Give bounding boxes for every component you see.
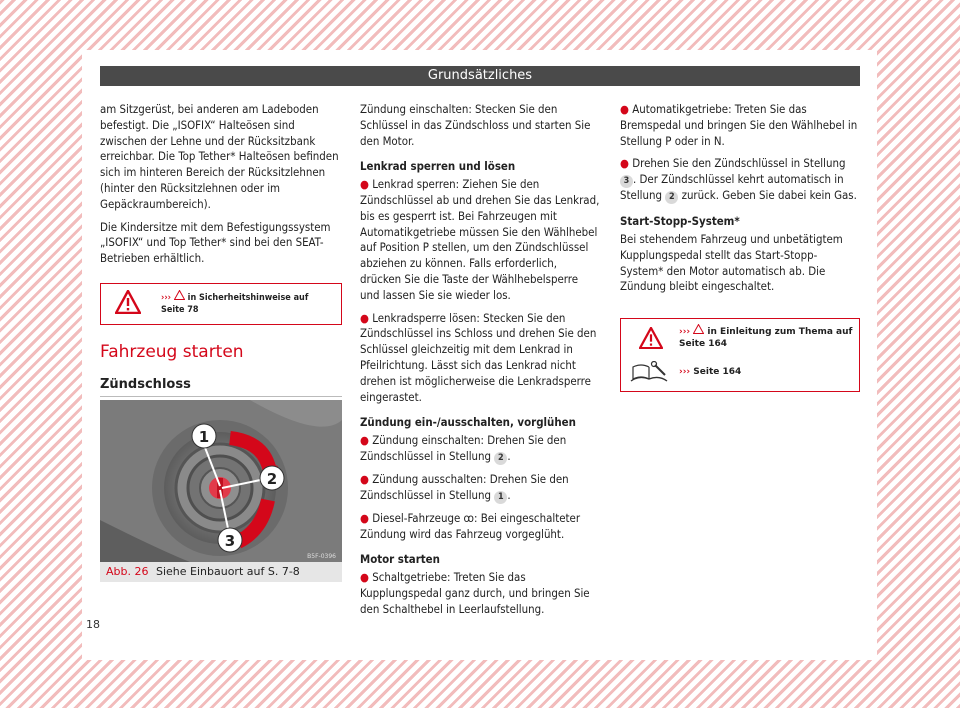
page-header: Grundsätzliches <box>100 66 860 86</box>
info-reference-link[interactable]: in Einleitung zum Thema auf <box>707 327 853 337</box>
figure-caption-text: Siehe Einbauort auf S. 7-8 <box>155 565 300 578</box>
column-left <box>100 102 342 325</box>
subheading: Zündung ein-/ausschalten, vorglühen <box>360 415 576 430</box>
page-number: 18 <box>86 618 100 631</box>
figure-label-1: 1 <box>198 428 210 446</box>
warning-triangle-icon <box>115 290 141 319</box>
bullet-item: ● Schaltgetriebe: Treten Sie das Kupplungspedal ganz durch, und bringen Sie den Schalthebel in Leerlaufstellung. <box>360 570 590 616</box>
bullet-icon: ● <box>360 570 369 585</box>
info-page-ref[interactable]: Seite 164 <box>679 339 727 349</box>
ignition-figure <box>100 400 342 562</box>
reference-arrow-icon: ››› <box>679 367 691 377</box>
warning-box <box>100 283 342 325</box>
warning-page-ref[interactable]: Seite 78 <box>161 304 199 315</box>
position-number-badge: 1 <box>494 491 507 504</box>
bullet-icon: ● <box>360 433 369 448</box>
bullet-item: ● Zündung einschalten: Drehen Sie den Zündschlüssel in Stellung 2 . <box>360 433 567 463</box>
info-reference-box <box>620 318 860 392</box>
small-warning-icon <box>693 327 704 337</box>
book-wrench-icon <box>629 361 669 389</box>
paragraph: Zündung einschalten: Stecken Sie den Schlüssel in das Zündschloss und starten Sie den Motor. <box>360 102 591 148</box>
subheading: Lenkrad sperren und lösen <box>360 159 516 174</box>
bullet-item: ● Drehen Sie den Zündschlüssel in Stellung 3 . Der Zündschlüssel kehrt automatisch in Stellung 2 zurück. Geben Sie dabei kein Gas. <box>620 156 857 203</box>
divider <box>100 396 342 397</box>
figure-caption-label: Abb. 26 <box>106 565 149 578</box>
subheading: Motor starten <box>360 552 440 567</box>
info-page-ref-2[interactable]: Seite 164 <box>693 367 742 377</box>
position-number-badge: 2 <box>494 452 507 465</box>
figure-code: B5F-0396 <box>307 553 336 560</box>
warning-triangle-icon <box>639 327 663 353</box>
position-number-badge: 2 <box>665 191 678 204</box>
bullet-item: ● Automatikgetriebe: Treten Sie das Bremspedal und bringen Sie den Wählhebel in Stellung P oder in N. <box>620 102 858 148</box>
warning-reference-link[interactable]: in Sicherheitshinweise auf <box>187 292 309 303</box>
position-number-badge: 3 <box>620 175 633 188</box>
bullet-item: ● Diesel-Fahrzeuge ꝏ: Bei eingeschalteter Zündung wird das Fahrzeug vorgeglüht. <box>360 510 581 541</box>
bullet-item: ● Zündung ausschalten: Drehen Sie den Zündschlüssel in Stellung 1 . <box>360 471 569 502</box>
bullet-icon: ● <box>360 177 369 192</box>
paragraph: Die Kindersitze mit dem Befestigungssystem „ISOFIX“ und Top Tether* sind bei den SEAT-Betrieben erhältlich. <box>100 219 331 266</box>
bullet-icon: ● <box>360 471 369 486</box>
figure-caption <box>100 562 342 582</box>
reference-arrow-icon: ››› <box>679 327 691 337</box>
paragraph: Bei stehendem Fahrzeug und unbetätigtem Kupplungspedal stellt das Start-Stopp-System* den Motor automatisch ab. Die Zündung bleibt eingeschaltet. <box>620 231 843 294</box>
bullet-icon: ● <box>620 102 629 116</box>
subheading: Start-Stopp-System* <box>620 214 740 229</box>
paragraph: am Sitzgerüst, bei anderen am Ladeboden befestigt. Die „ISOFIX“ Halteösen sind zwischen der Lehne und der Rücksitzbank erreichbar. Die Top Tether* Halteösen befinden sich im hinteren Bereich der Rücksitzlehnen (hinter den Rücksitzlehnen oder im Gepäckraumbereich). <box>100 102 339 211</box>
subsection-title: Zündschloss <box>100 377 191 392</box>
column-right <box>620 102 860 302</box>
column-middle <box>360 102 600 625</box>
figure-label-2: 2 <box>266 470 278 488</box>
small-warning-icon <box>174 293 185 303</box>
bullet-item: ● Lenkradsperre lösen: Stecken Sie den Zündschlüssel ins Schloss und drehen Sie den Schlüssel gleichzeitig mit dem Lenkrad in Pfeilrichtung. Lässt sich das Lenkrad nicht drehen ist möglicherweise die Lenkradsperre eingerastet. <box>360 310 597 404</box>
section-title: Fahrzeug starten <box>100 342 244 362</box>
bullet-item: ● Lenkrad sperren: Ziehen Sie den Zündschlüssel ab und drehen Sie das Lenkrad, bis es gesperrt ist. Bei Fahrzeugen mit Automatikgetriebe müssen Sie den Wählhebel auf Position P stellen, um den Zündschlüssel abziehen zu können. Falls erforderlich, drücken Sie die Taste der Wählhebelsperre und lassen Sie sie wieder los. <box>360 177 600 302</box>
bullet-icon: ● <box>360 510 369 525</box>
bullet-icon: ● <box>620 156 629 171</box>
bullet-icon: ● <box>360 310 369 325</box>
reference-arrow-icon: ››› <box>161 292 172 303</box>
figure-label-3: 3 <box>224 532 236 550</box>
